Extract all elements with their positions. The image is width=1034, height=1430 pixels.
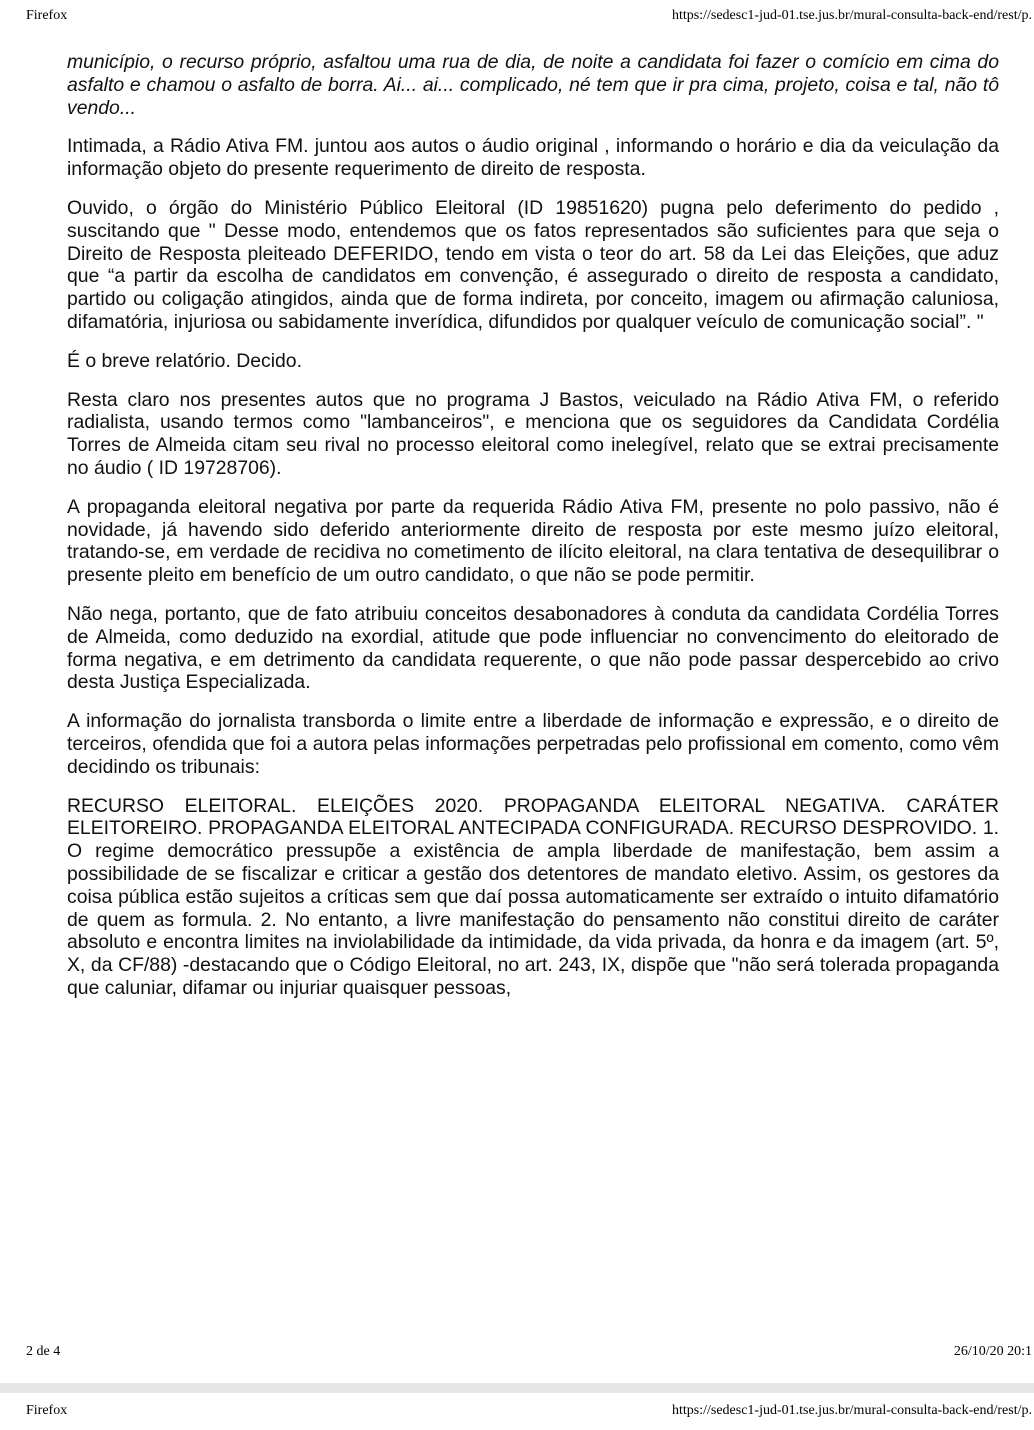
browser-name: Firefox bbox=[26, 1403, 68, 1418]
paragraph-quote-continuation: município, o recurso próprio, asfaltou uma rua de dia, de noite a candidata foi fazer o comício em cima do asfalto e chamou o asfalto de borra. Ai... ai... complicado, né tem que ir pra cima, projeto, coisa e tal, não tô vendo... bbox=[67, 51, 999, 119]
print-datetime: 26/10/20 20:1 bbox=[953, 1344, 1032, 1359]
document-body bbox=[67, 51, 999, 1016]
paragraph: Ouvido, o órgão do Ministério Público Eleitoral (ID 19851620) pugna pelo deferimento do pedido , suscitando que " Desse modo, entendemos que os fatos representados são suficientes para que seja o Direito de Resposta pleiteado DEFERIDO, tendo em vista o teor do art. 58 da Lei das Eleições, que aduz que “a partir da escolha de candidatos em convenção, é assegurado o direito de resposta a candidato, partido ou coligação atingidos, ainda que de forma indireta, por conceito, imagem ou afirmação caluniosa, difamatória, injuriosa ou sabidamente inverídica, difundidos por qualquer veículo de comunicação social”. " bbox=[67, 196, 999, 333]
paragraph: A propaganda eleitoral negativa por parte da requerida Rádio Ativa FM, presente no polo passivo, não é novidade, já havendo sido deferido anteriormente direito de resposta por este mesmo juízo eleitoral, tratando-se, em verdade de recidiva no cometimento de ilícito eleitoral, na clara tentativa de desequilibrar o presente pleito em benefício de um outro candidato, o que não se pode permitir. bbox=[67, 495, 999, 587]
paragraph: Resta claro nos presentes autos que no programa J Bastos, veiculado na Rádio Ativa FM, o referido radialista, usando termos como "lambanceiros", e menciona que os seguidores da Candidata Cordélia Torres de Almeida citam seu rival no processo eleitoral como inelegível, relato que se extrai precisamente no áudio ( ID 19728706). bbox=[67, 388, 999, 479]
page-separator bbox=[0, 1383, 1034, 1393]
page-url: https://sedesc1-jud-01.tse.jus.br/mural-consulta-back-end/rest/p. bbox=[671, 1403, 1032, 1418]
paragraph-jurisprudence: RECURSO ELEITORAL. ELEIÇÕES 2020. PROPAGANDA ELEITORAL NEGATIVA. CARÁTER ELEITOREIRO. PROPAGANDA ELEITORAL ANTECIPADA CONFIGURADA. RECURSO DESPROVIDO. 1. O regime democrático pressupõe a existência de ampla liberdade de manifestação, bem assim a possibilidade de se fiscalizar e criticar a gestão dos detentores de mandato eletivo. Assim, os gestores da coisa pública estão sujeitos a críticas sem que daí possa automaticamente ser extraído o intuito difamatório de quem as formula. 2. No entanto, a livre manifestação do pensamento não constitui direito de caráter absoluto e encontra limites na inviolabilidade da intimidade, da vida privada, da honra e da imagem (art. 5º, X, da CF/88) -destacando que o Código Eleitoral, no art. 243, IX, dispõe que "não será tolerada propaganda que caluniar, difamar ou injuriar quaisquer pessoas, bbox=[67, 794, 999, 999]
paragraph: Intimada, a Rádio Ativa FM. juntou aos autos o áudio original , informando o horário e dia da veiculação da informação objeto do presente requerimento de direito de resposta. bbox=[67, 135, 999, 181]
browser-name: Firefox bbox=[26, 8, 68, 23]
paragraph: A informação do jornalista transborda o limite entre a liberdade de informação e expressão, e o direito de terceiros, ofendida que foi a autora pelas informações perpetradas pelo profissional em comento, como vêm decidindo os tribunais: bbox=[67, 710, 999, 778]
paragraph: É o breve relatório. Decido. bbox=[67, 349, 302, 372]
paragraph: Não nega, portanto, que de fato atribuiu conceitos desabonadores à conduta da candidata Cordélia Torres de Almeida, como deduzido na exordial, atitude que pode influenciar no convencimento do eleitorado de forma negativa, e em detrimento da candidata requerente, o que não pode passar despercebido ao crivo desta Justiça Especializada. bbox=[67, 602, 999, 694]
page-url: https://sedesc1-jud-01.tse.jus.br/mural-consulta-back-end/rest/p. bbox=[671, 8, 1032, 23]
page-number: 2 de 4 bbox=[26, 1344, 61, 1359]
